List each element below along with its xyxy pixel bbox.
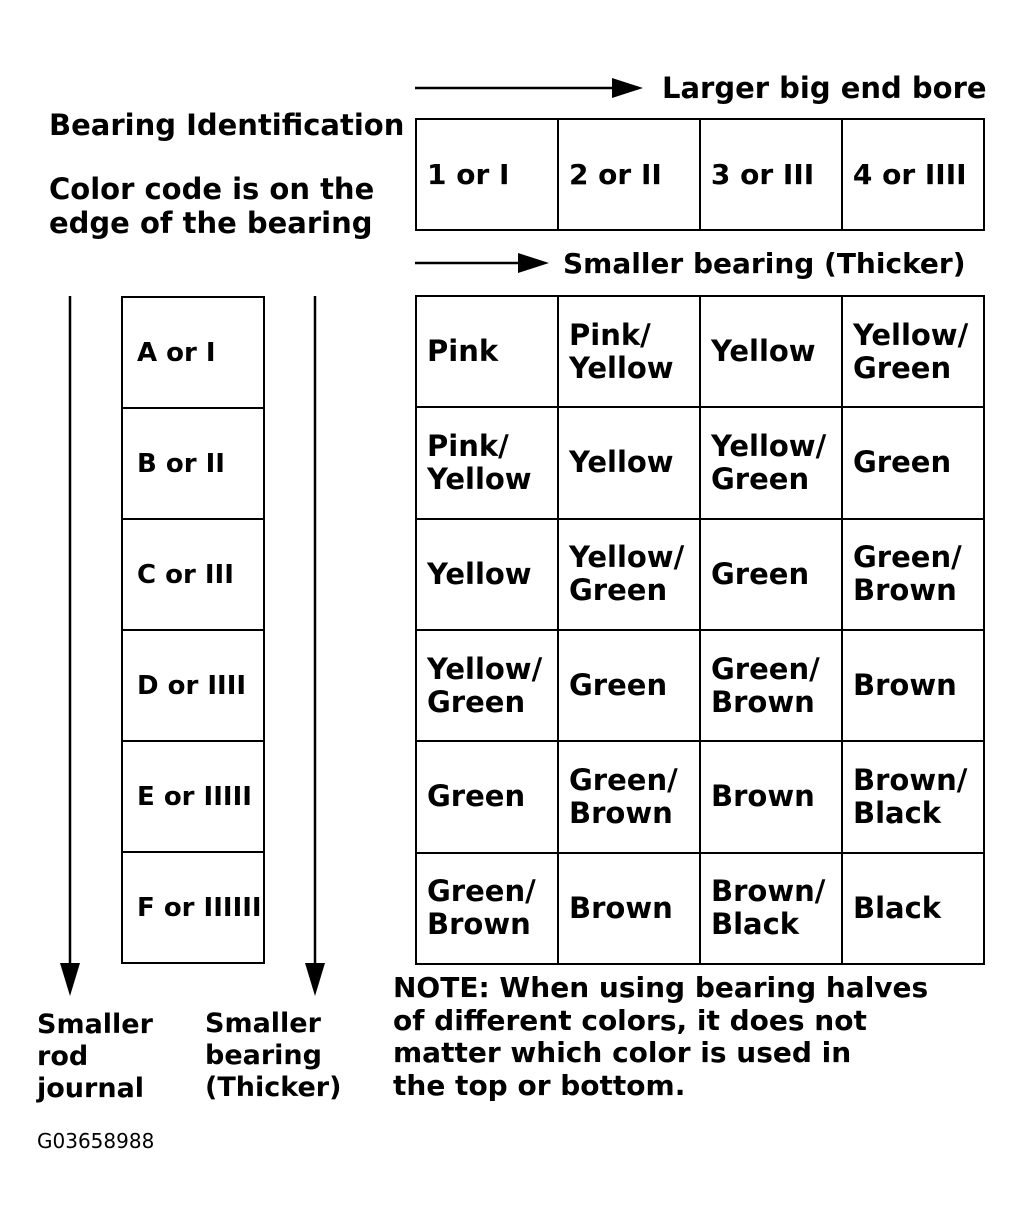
color-cell: Yellow: [558, 407, 700, 518]
bore-code-cell: 2 or II: [558, 119, 700, 230]
color-cell: Pink/ Yellow: [416, 407, 558, 518]
smaller-bearing-label: Smaller bearing (Thicker): [563, 247, 966, 280]
color-cell: Green: [416, 741, 558, 852]
rod-journal-table: [121, 296, 265, 964]
bore-code-cell: 3 or III: [700, 119, 842, 230]
color-cell: Yellow/ Green: [416, 630, 558, 741]
note-text: NOTE: When using bearing halves of different colors, it does not matter which color is used in the top or bottom.: [393, 971, 929, 1102]
smaller-bearing-arrow: [415, 253, 549, 273]
larger-bore-arrow: [415, 78, 643, 98]
color-cell: Green/ Brown: [416, 853, 558, 964]
color-cell: Brown: [558, 853, 700, 964]
color-cell: Brown: [700, 741, 842, 852]
color-cell: Brown/ Black: [842, 741, 984, 852]
color-cell: Yellow: [416, 519, 558, 630]
smaller-bearing-thicker-label: Smaller bearing (Thicker): [205, 1008, 342, 1103]
smaller-bearing-thicker-arrow: [305, 296, 325, 996]
color-cell: Yellow/ Green: [700, 407, 842, 518]
big-end-bore-table: [415, 118, 985, 231]
color-cell: Brown/ Black: [700, 853, 842, 964]
color-cell: Brown: [842, 630, 984, 741]
bore-code-cell: 4 or IIII: [842, 119, 984, 230]
color-cell: Black: [842, 853, 984, 964]
journal-code-cell: E or IIIII: [122, 741, 264, 852]
color-cell: Green: [558, 630, 700, 741]
journal-code-cell: C or III: [122, 519, 264, 630]
bearing-color-table: [415, 295, 985, 965]
bore-code-cell: 1 or I: [416, 119, 558, 230]
color-cell: Pink: [416, 296, 558, 407]
color-cell: Green: [700, 519, 842, 630]
color-cell: Yellow/ Green: [558, 519, 700, 630]
journal-code-cell: B or II: [122, 408, 264, 519]
smaller-rod-journal-label: Smaller rod journal: [37, 1009, 153, 1104]
color-cell: Yellow/ Green: [842, 296, 984, 407]
color-cell: Green: [842, 407, 984, 518]
color-cell: Green/ Brown: [558, 741, 700, 852]
color-code-subtitle: Color code is on the edge of the bearing: [49, 172, 375, 240]
journal-code-cell: A or I: [122, 297, 264, 408]
color-cell: Pink/ Yellow: [558, 296, 700, 407]
smaller-rod-journal-arrow: [60, 296, 80, 996]
journal-code-cell: D or IIII: [122, 630, 264, 741]
journal-code-cell: F or IIIIII: [122, 852, 264, 963]
color-cell: Yellow: [700, 296, 842, 407]
color-cell: Green/ Brown: [700, 630, 842, 741]
color-cell: Green/ Brown: [842, 519, 984, 630]
larger-big-end-bore-label: Larger big end bore: [662, 71, 987, 105]
figure-id: G03658988: [37, 1129, 155, 1153]
bearing-identification-title: Bearing Identification: [49, 108, 405, 142]
